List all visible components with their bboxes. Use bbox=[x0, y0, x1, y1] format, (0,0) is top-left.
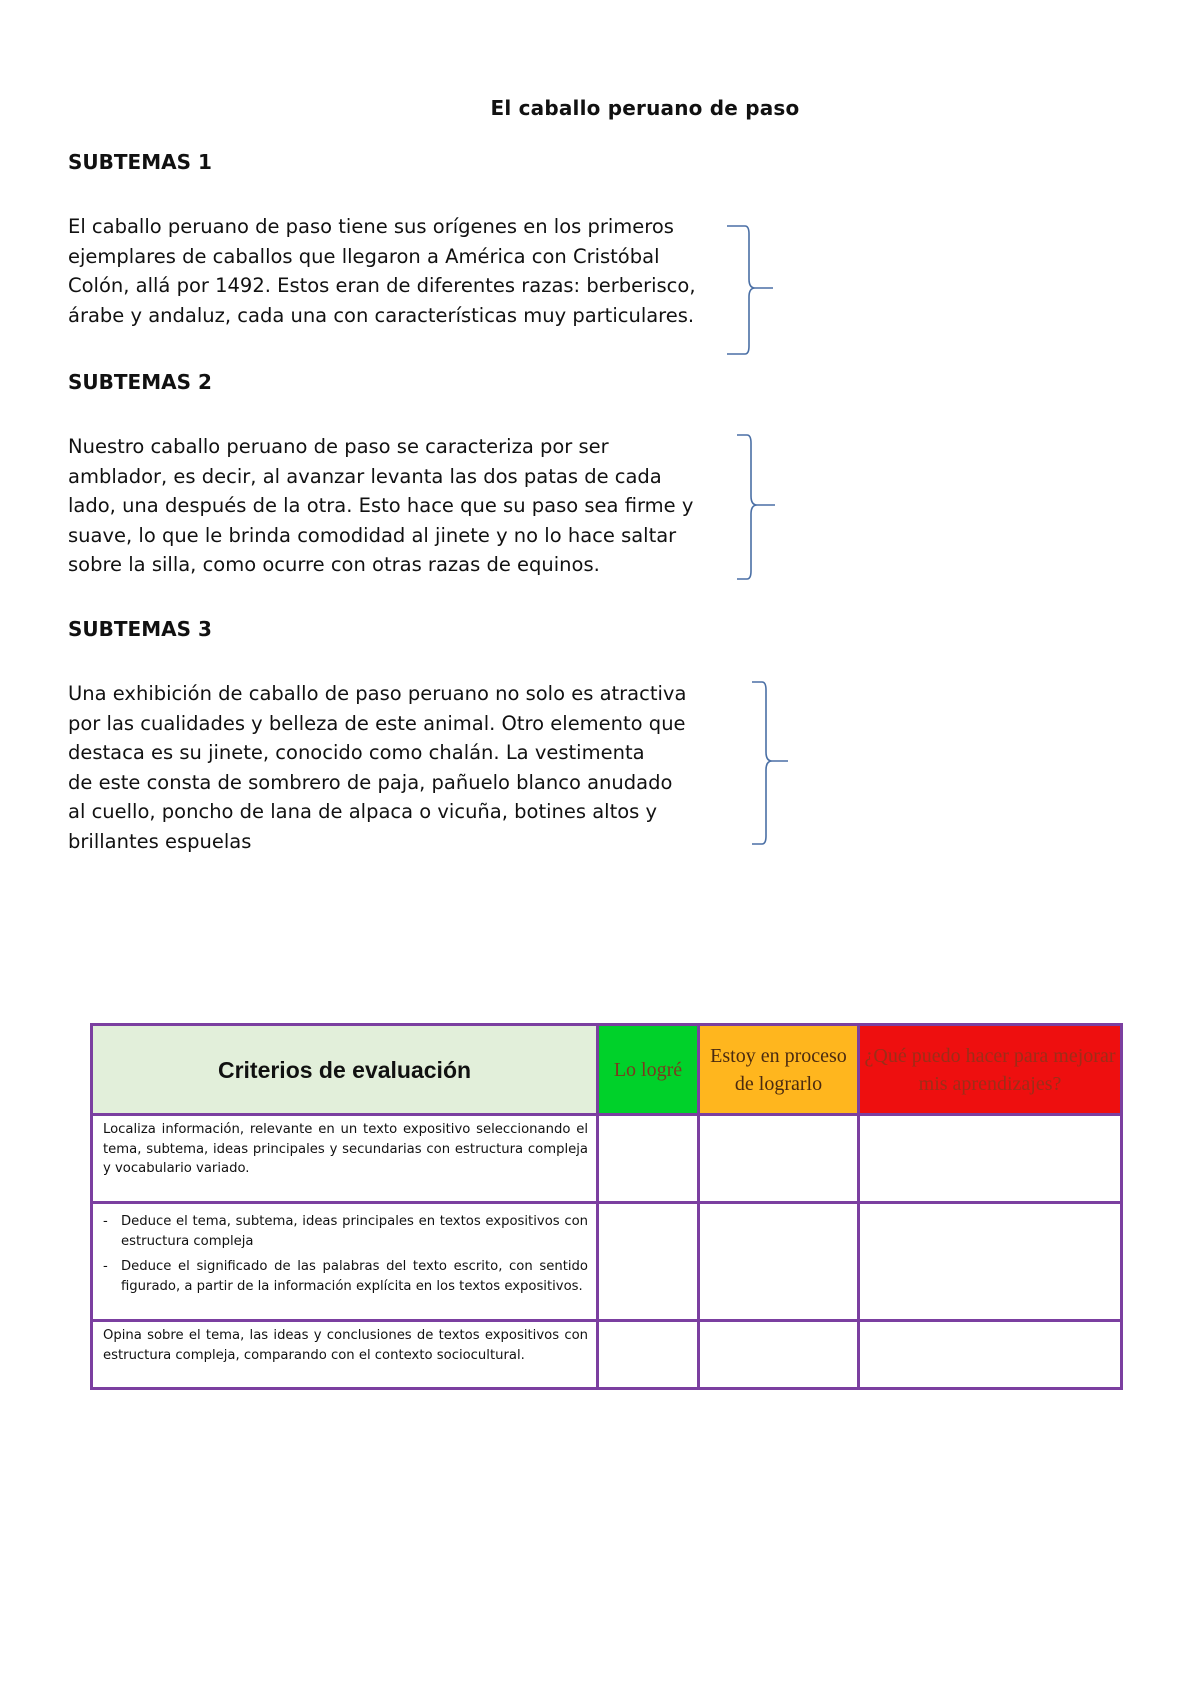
subtema-3-heading: SUBTEMAS 3 bbox=[68, 617, 212, 641]
improve-header: ¿Qué puedo hacer para mejorar mis aprendizajes? bbox=[859, 1025, 1122, 1115]
achieved-header: Lo logré bbox=[598, 1025, 699, 1115]
subtema-2-heading: SUBTEMAS 2 bbox=[68, 370, 212, 394]
criteria-header: Criterios de evaluación bbox=[92, 1025, 598, 1115]
list-item bbox=[103, 1257, 588, 1296]
in-process-header: Estoy en proceso de lograrlo bbox=[699, 1025, 859, 1115]
criteria-text: Opina sobre el tema, las ideas y conclusiones de textos expositivos con estructura compleja, comparando con el contexto sociocultural. bbox=[103, 1328, 588, 1363]
criteria-cell bbox=[92, 1321, 598, 1389]
curly-bracket-3 bbox=[750, 680, 790, 848]
achieved-cell[interactable] bbox=[598, 1115, 699, 1203]
subtema-1-heading: SUBTEMAS 1 bbox=[68, 150, 212, 174]
criteria-text: Deduce el significado de las palabras del texto escrito, con sentido figurado, a partir de la información explícita en los textos expositivos. bbox=[121, 1259, 588, 1294]
criteria-text: Localiza información, relevante en un texto expositivo seleccionando el tema, subtema, ideas principales y secundarias con estructura compleja y vocabulario variado. bbox=[103, 1122, 588, 1176]
table-row bbox=[92, 1321, 1122, 1389]
table-row bbox=[92, 1203, 1122, 1321]
subtema-3-text: Una exhibición de caballo de paso peruano no solo es atractiva por las cualidades y belleza de este animal. Otro elemento que destaca es su jinete, conocido como chalán. La vestimenta de este consta de sombrero de paja, pañuelo blanco anudado al cuello, poncho de lana de alpaca o vicuña, botines altos y brillantes espuelas bbox=[68, 682, 687, 853]
curly-bracket-1 bbox=[725, 224, 775, 358]
bullet-dash: - bbox=[103, 1259, 108, 1274]
in-process-cell[interactable] bbox=[699, 1321, 859, 1389]
table-row bbox=[92, 1115, 1122, 1203]
improve-cell[interactable] bbox=[859, 1115, 1122, 1203]
improve-cell[interactable] bbox=[859, 1203, 1122, 1321]
criteria-cell bbox=[92, 1115, 598, 1203]
criteria-cell bbox=[92, 1203, 598, 1321]
curly-bracket-2 bbox=[735, 433, 779, 583]
achieved-cell[interactable] bbox=[598, 1203, 699, 1321]
subtema-1-text: El caballo peruano de paso tiene sus orígenes en los primeros ejemplares de caballos que llegaron a América con Cristóbal Colón, allá por 1492. Estos eran de diferentes razas: berberisco, árabe y andaluz, cada una con características muy particulares. bbox=[68, 215, 696, 327]
in-process-cell[interactable] bbox=[699, 1115, 859, 1203]
page-title: El caballo peruano de paso bbox=[490, 96, 800, 120]
evaluation-rubric-table bbox=[90, 1023, 1123, 1390]
bullet-dash: - bbox=[103, 1214, 108, 1229]
achieved-cell[interactable] bbox=[598, 1321, 699, 1389]
table-header-row bbox=[92, 1025, 1122, 1115]
in-process-cell[interactable] bbox=[699, 1203, 859, 1321]
criteria-text: Deduce el tema, subtema, ideas principales en textos expositivos con estructura compleja bbox=[121, 1214, 588, 1249]
improve-cell[interactable] bbox=[859, 1321, 1122, 1389]
list-item bbox=[103, 1212, 588, 1251]
subtema-2-text: Nuestro caballo peruano de paso se caracteriza por ser amblador, es decir, al avanzar levanta las dos patas de cada lado, una después de la otra. Esto hace que su paso sea firme y suave, lo que le brinda comodidad al jinete y no lo hace saltar sobre la silla, como ocurre con otras razas de equinos. bbox=[68, 435, 694, 576]
